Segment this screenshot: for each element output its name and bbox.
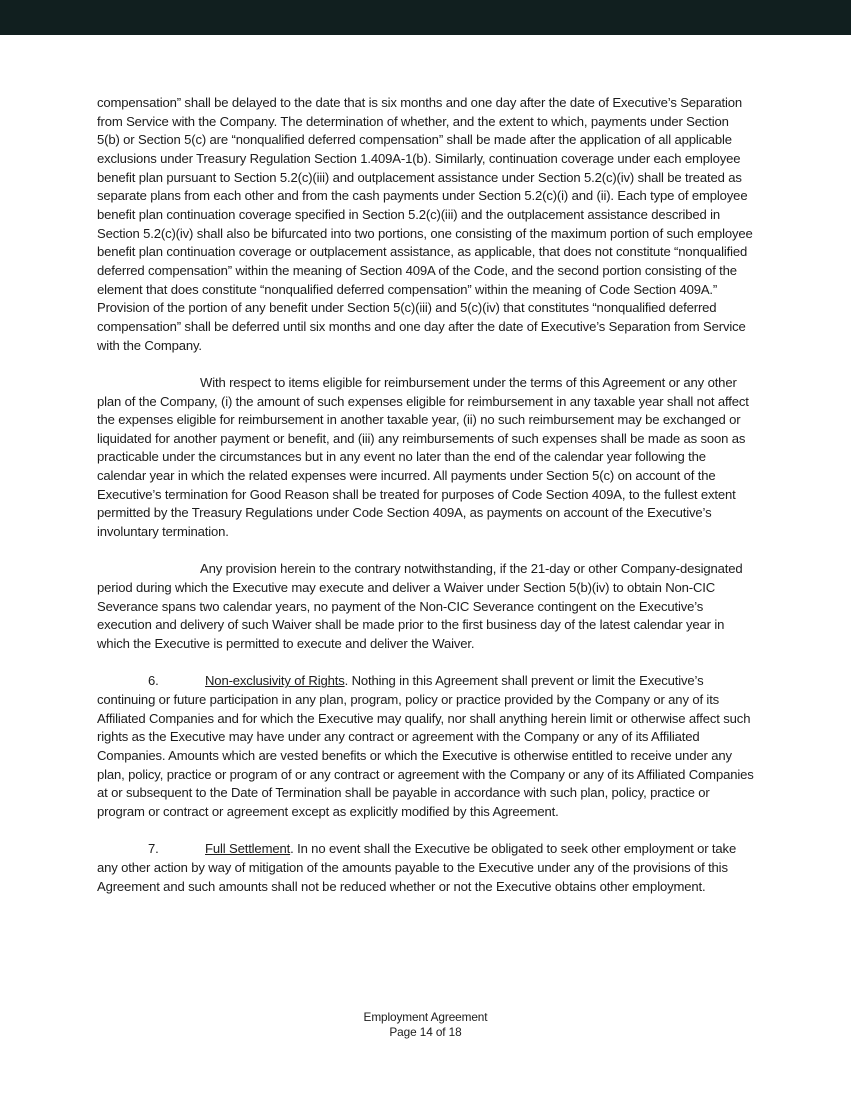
- paragraph-409a-continuation: compensation” shall be delayed to the date that is six months and one day after the date of Executive’s Separation from Service with the Company. The determination of whether, and the extent to which, payments under Section 5(b) or Section 5(c) are “nonqualified deferred compensation” shall be made after the application of all applicable exclusions under Treasury Regulation Section 1.409A-1(b). Similarly, continuation coverage under each employee benefit plan pursuant to Section 5.2(c)(iii) and outplacement assistance under Section 5.2(c)(iv) shall be treated as separate plans from each other and from the cash payments under Section 5.2(c)(i) and (ii). Each type of employee benefit plan continuation coverage specified in Section 5.2(c)(iii) and the outplacement assistance described in Section 5.2(c)(iv) shall also be bifurcated into two portions, one consisting of the maximum portion of such employee benefit plan continuation coverage or outplacement assistance, as applicable, that does not constitute “nonqualified deferred compensation” within the meaning of Section 409A of the Code, and the second portion consisting of the element that does constitute “nonqualified deferred compensation” within the meaning of Code Section 409A.” Provision of the portion of any benefit under Section 5(c)(iii) and 5(c)(iv) that constitutes “nonqualified deferred compensation” shall be deferred until six months and one day after the date of Executive’s Separation from Service with the Company.: [97, 95, 753, 353]
- paragraph-reimbursement: With respect to items eligible for reimbursement under the terms of this Agreement or any other plan of the Company, (i) the amount of such expenses eligible for reimbursement in any taxable year shall not affect the expenses eligible for reimbursement in another taxable year, (ii) no such reimbursement may be exchanged or liquidated for another payment or benefit, and (iii) any reimbursements of such expenses shall be made as soon as practicable under the circumstances but in any event no later than the end of the calendar year following the calendar year in which the related expenses were incurred. All payments under Section 5(c) on account of the Executive’s termination for Good Reason shall be treated for purposes of Code Section 409A, to the fullest extent permitted by the Treasury Regulations under Code Section 409A, as payments on account of the Executive’s involuntary termination.: [97, 374, 749, 540]
- section-7: [97, 840, 754, 896]
- footer-doc-title: Employment Agreement: [363, 1010, 488, 1024]
- top-bar: [0, 0, 851, 35]
- page-footer: [0, 1010, 851, 1041]
- section-7-heading: Full Settlement: [205, 841, 291, 857]
- document-page: [0, 35, 851, 896]
- section-6-number: 6.: [148, 673, 159, 689]
- section-6-body: Nothing in this Agreement shall prevent or limit the Executive’s continuing or future participation in any plan, program, policy or practice provided by the Company or any of its Affiliated Companies and for which the Executive may qualify, nor shall anything herein limit or otherwise affect such rights as the Executive may have under any contract or agreement with the Company or any of its Affiliated Companies. Amounts which are vested benefits or which the Executive is otherwise entitled to receive under any plan, policy, practice or program of or any contract or agreement with the Company or any of its Affiliated Companies at or subsequent to the Date of Termination shall be payable in accordance with such plan, policy, practice or program or contract or agreement except as explicitly modified by this Agreement.: [97, 673, 754, 819]
- footer-page-number: Page 14 of 18: [389, 1025, 462, 1040]
- section-6-heading-period: .: [344, 673, 349, 689]
- section-7-number: 7.: [148, 841, 159, 857]
- section-7-body: In no event shall the Executive be obligated to seek other employment or take any other action by way of mitigation of the amounts payable to the Executive under any of the provisions of this Agreement and such amounts shall not be reduced whether or not the Executive obtains other employment.: [97, 841, 737, 894]
- paragraph-waiver-timing: Any provision herein to the contrary notwithstanding, if the 21-day or other Company-designated period during which the Executive may execute and deliver a Waiver under Section 5(b)(iv) to obtain Non-CIC Severance spans two calendar years, no payment of the Non-CIC Severance contingent on the Executive’s execution and delivery of such Waiver shall be made prior to the first business day of the latest calendar year in which the Executive is permitted to execute and deliver the Waiver.: [97, 561, 743, 652]
- section-6-heading: Non-exclusivity of Rights: [205, 673, 345, 689]
- section-6: [97, 672, 754, 821]
- section-7-heading-period: .: [290, 841, 294, 857]
